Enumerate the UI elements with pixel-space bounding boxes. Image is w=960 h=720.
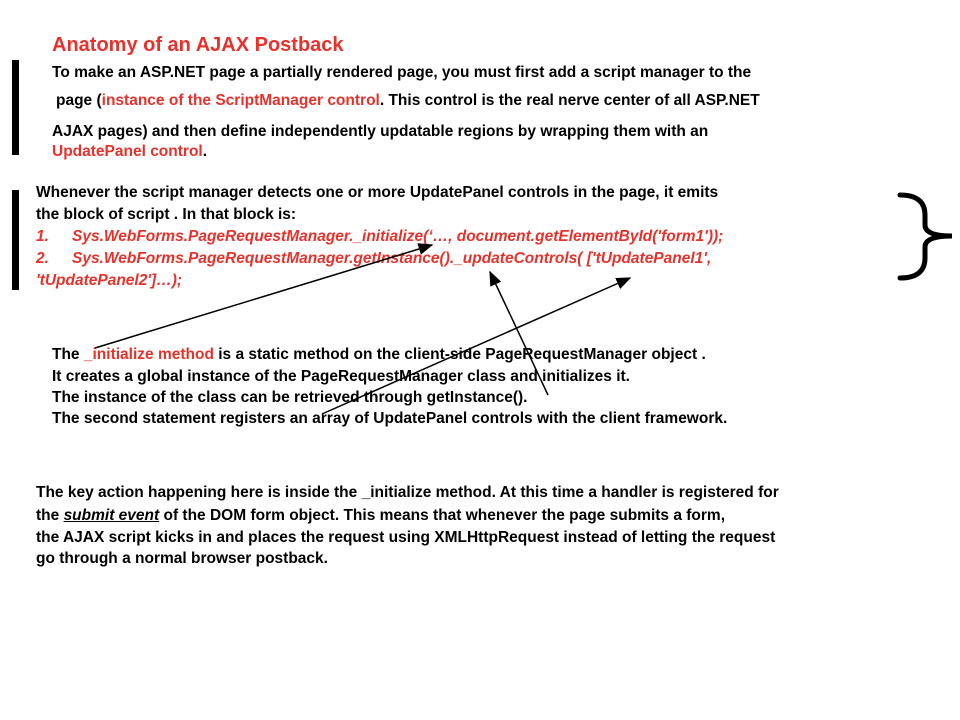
scriptmanager-phrase: instance of the ScriptManager control <box>101 92 380 109</box>
key-line-1: The key action happening here is inside the _initialize method. At this time a handler is registered for <box>36 484 779 501</box>
script-item-1-text: Sys.WebForms.PageRequestManager._initialize(‘…, document.getElementById('form1')); <box>72 228 724 245</box>
key-line-4: go through a normal browser postback. <box>36 550 328 567</box>
explain-line-2: It creates a global instance of the PageRequestManager class and initializes it. <box>52 368 630 385</box>
arrow-getinstance <box>490 272 548 395</box>
submit-event-phrase: submit event <box>63 507 160 524</box>
intro-line-3: AJAX pages) and then define independently updatable regions by wrapping them with an <box>52 123 709 140</box>
explain-line-3: The instance of the class can be retrieved through getInstance(). <box>52 389 528 406</box>
slide-title: Anatomy of an AJAX Postback <box>52 34 344 56</box>
script-item-2-cont: 'tUpdatePanel2']…); <box>36 272 183 289</box>
script-item-2-num: 2. <box>36 250 49 267</box>
key-line-2c: of the DOM form object. This means that whenever the page submits a form, <box>159 507 726 524</box>
explain-line-1c: is a static method on the client-side PageRequestManager object . <box>213 346 706 363</box>
arrow-second-statement <box>322 278 630 414</box>
initialize-method-phrase: _initialize method <box>83 346 214 363</box>
script-item-1-num: 1. <box>36 228 49 245</box>
key-line-3: the AJAX script kicks in and places the request using XMLHttpRequest instead of letting the request <box>36 529 776 546</box>
right-brace-icon <box>900 195 952 278</box>
block-line-2: the block of script . In that block is: <box>36 206 297 223</box>
block-line-1: Whenever the script manager detects one or more UpdatePanel controls in the page, it emits <box>36 184 719 201</box>
explain-line-1a: The <box>52 346 84 363</box>
explain-line-4: The second statement registers an array of UpdatePanel controls with the client framework. <box>52 410 728 427</box>
arrow-initialize <box>95 245 432 348</box>
intro-line-2a: page ( <box>56 92 102 109</box>
updatepanel-phrase: UpdatePanel control <box>52 143 203 160</box>
intro-line-4b: . <box>202 143 208 160</box>
intro-line-1: To make an ASP.NET page a partially rendered page, you must first add a script manager to the <box>52 64 752 81</box>
intro-line-2c: . This control is the real nerve center of all ASP.NET <box>379 92 760 109</box>
script-item-2-text: Sys.WebForms.PageRequestManager.getInstance()._updateControls( ['tUpdatePanel1', <box>72 250 712 267</box>
key-line-2a: the <box>36 507 64 524</box>
